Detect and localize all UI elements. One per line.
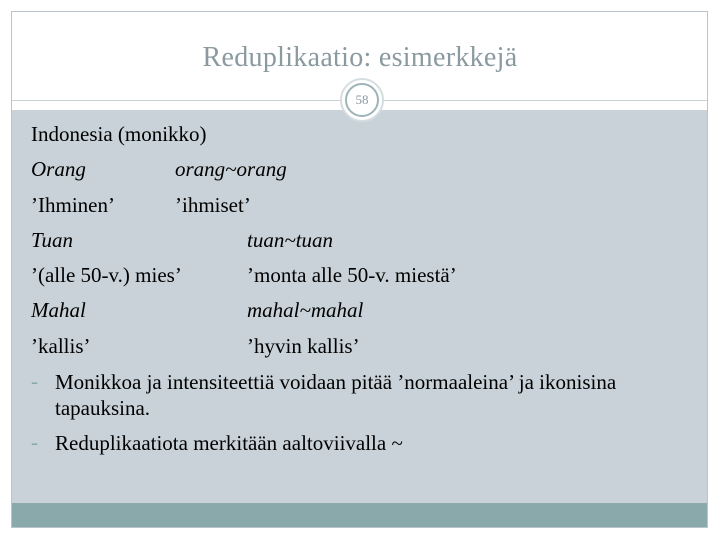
heading-line	[31, 117, 701, 152]
heading-text: Indonesia (monikko)	[31, 122, 207, 146]
bullet-item	[31, 364, 701, 425]
reduplicated-gloss: ’hyvin kallis’	[247, 333, 360, 358]
page-number-badge	[340, 78, 384, 122]
source-word: Mahal	[31, 298, 86, 323]
gloss-row	[31, 188, 701, 223]
bottom-bar	[12, 503, 707, 527]
source-word: Orang	[31, 157, 86, 182]
reduplicated-gloss: ’ihmiset’	[175, 192, 251, 217]
reduplicated-word: orang~orang	[175, 157, 287, 182]
reduplicated-word: mahal~mahal	[247, 298, 364, 323]
reduplicated-word: tuan~tuan	[247, 227, 334, 252]
source-gloss: ’kallis’	[31, 333, 91, 358]
gloss-row	[31, 258, 701, 293]
slide-title: Reduplikaatio: esimerkkejä	[202, 42, 518, 73]
bullet-marker: -	[31, 430, 38, 455]
bullet-list	[31, 364, 701, 460]
bullet-text: Monikkoa ja intensiteettiä voidaan pitää ’normaaleina’ ja ikonisina tapauksina.	[55, 370, 617, 421]
reduplicated-gloss: ’monta alle 50-v. miestä’	[247, 263, 457, 288]
example-row	[31, 223, 701, 258]
gloss-row	[31, 329, 701, 364]
example-row	[31, 152, 701, 187]
source-gloss: ’(alle 50-v.) mies’	[31, 263, 182, 288]
source-word: Tuan	[31, 227, 74, 252]
source-gloss: ’Ihminen’	[31, 192, 115, 217]
slide-body	[31, 117, 701, 460]
bullet-item	[31, 425, 701, 460]
example-row	[31, 293, 701, 328]
bullet-marker: -	[31, 369, 38, 394]
page-number: 58	[345, 83, 379, 117]
bullet-text: Reduplikaatiota merkitään aaltoviivalla ~	[55, 431, 403, 456]
